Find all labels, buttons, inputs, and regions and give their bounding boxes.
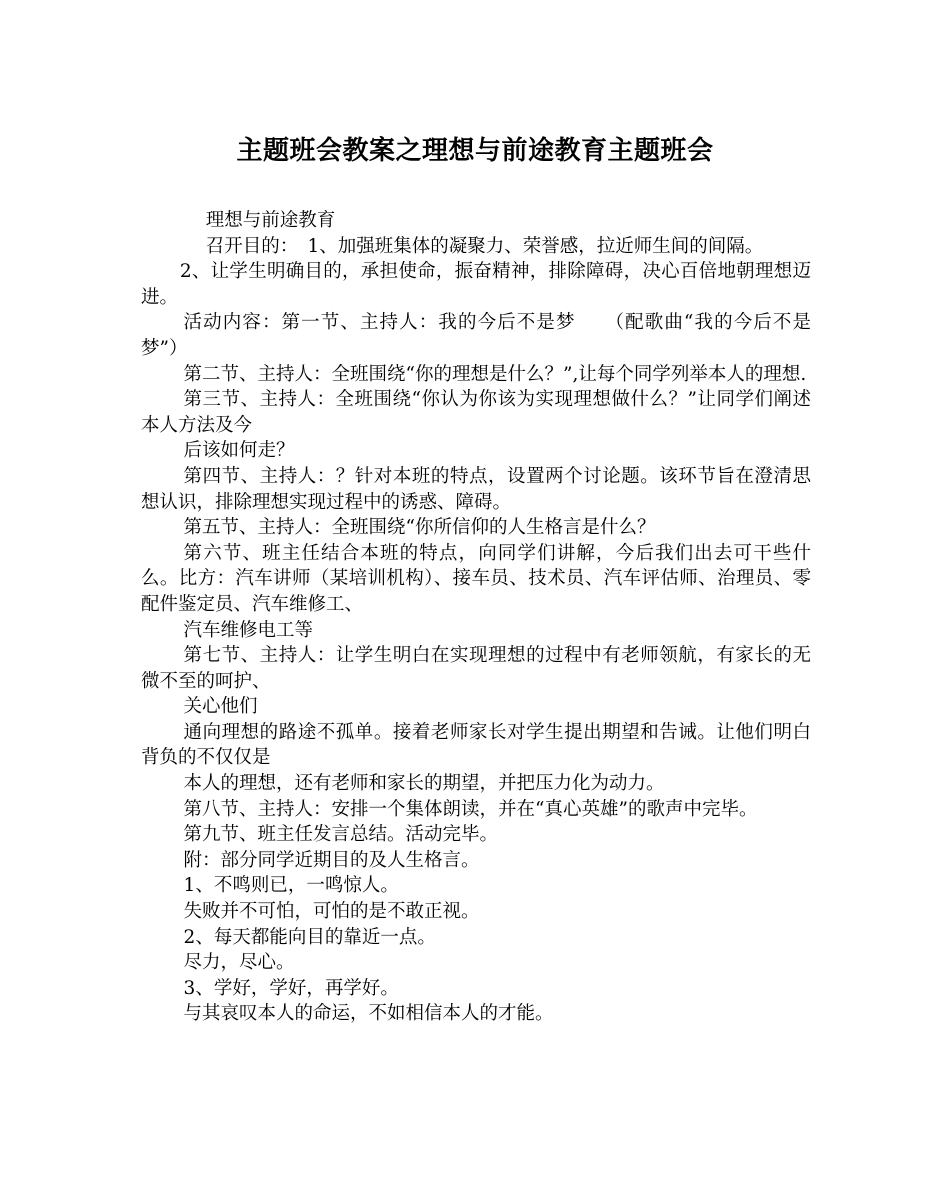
paragraph: 召开目的： 1、加强班集体的凝聚力、荣誉感，拉近师生间的间隔。 [205,235,764,257]
paragraph: 本人的理想，还有老师和家长的期望，并把压力化为动力。 [183,773,665,795]
paragraph: 第九节、班主任发言总结。活动完毕。 [183,824,499,846]
paragraph: 关心他们 [183,696,258,718]
paragraph: 第三节、主持人：全班围绕“你认为你该为实现理想做什么？”让同学们阐述本人方法及今 [141,389,811,436]
paragraph: 第八节、主持人：安排一个集体朗读，并在“真心英雄”的歌声中完毕。 [183,798,758,820]
paragraph: 第五节、主持人：全班围绕“你所信仰的人生格言是什么？ [183,517,656,539]
paragraph: 通向理想的路途不孤单。接着老师家长对学生提出期望和告诫。让他们明白背负的不仅仅是 [141,721,811,769]
list-item: 1、不鸣则已，一鸣惊人。 [183,875,399,897]
paragraph: 第六节、班主任结合本班的特点，向同学们讲解，今后我们出去可干些什么。比方：汽车讲师（某培训机构）、接车员、技术员、汽车评估师、治理员、零配件鉴定员、汽车维修工、 [141,542,811,615]
list-item: 尽力，尽心。 [183,952,295,974]
document-body [141,208,811,1027]
paragraph: 第四节、主持人：？针对本班的特点，设置两个讨论题。该环节旨在澄清思想认识，排除理想实现过程中的诱惑、障碍。 [141,465,811,513]
paragraph: 附：部分同学近期目的及人生格言。 [183,849,480,871]
list-item: 2、每天都能向目的靠近一点。 [183,926,436,948]
document-title: 主题班会教案之理想与前途教育主题班会 [236,136,714,166]
list-item: 与其哀叹本人的命运，不如相信本人的才能。 [183,1003,554,1025]
section-heading: 理想与前途教育 [205,210,336,231]
paragraph: 2、让学生明确目的，承担使命，振奋精神，排除障碍，决心百倍地朝理想迈进。 [141,261,811,308]
paragraph: 第二节、主持人：全班围绕“你的理想是什么？”,让每个同学列举本人的理想. [183,363,807,385]
list-item: 3、学好，学好，再学好。 [183,977,399,999]
paragraph: 汽车维修电工等 [183,619,314,641]
paragraph: 第七节、主持人：让学生明白在实现理想的过程中有老师领航，有家长的无微不至的呵护、 [141,645,811,692]
paragraph: 活动内容：第一节、主持人：我的今后不是梦 （配歌曲“我的今后不是梦”） [141,312,811,359]
list-item: 失败并不可怕，可怕的是不敢正视。 [183,901,480,923]
paragraph: 后该如何走？ [183,440,295,462]
